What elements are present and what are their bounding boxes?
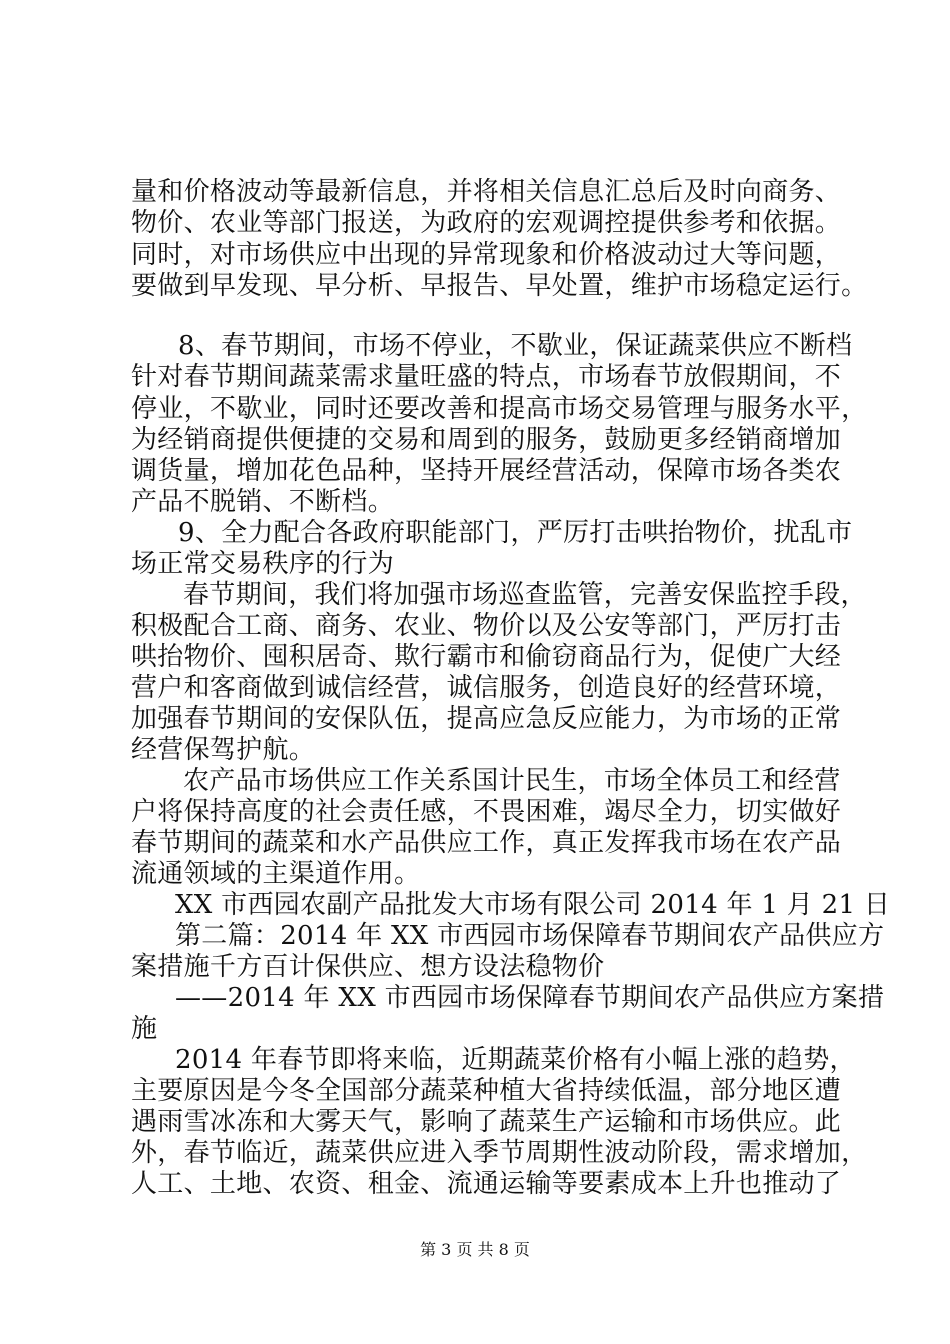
text-line: 外，春节临近，蔬菜供应进入季节周期性波动阶段，需求增加， bbox=[131, 1138, 868, 1168]
subtitle: 施 bbox=[131, 1014, 158, 1044]
text-line: 加强春节期间的安保队伍，提高应急反应能力，为市场的正常 bbox=[131, 704, 842, 734]
text-line: 物价、农业等部门报送，为政府的宏观调控提供参考和依据。 bbox=[131, 208, 842, 238]
text-line: 主要原因是今冬全国部分蔬菜种植大省持续低温，部分地区遭 bbox=[131, 1076, 842, 1106]
text-line: 要做到早发现、早分析、早报告、早处置，维护市场稳定运行。 bbox=[131, 271, 868, 301]
text-line: 春节期间的蔬菜和水产品供应工作，真正发挥我市场在农产品 bbox=[131, 828, 842, 858]
text-line: 营户和客商做到诚信经营，诚信服务，创造良好的经营环境， bbox=[131, 673, 842, 703]
subtitle: ——2014 年 XX 市西园市场保障春节期间农产品供应方案措 bbox=[175, 983, 885, 1013]
text-line: 2014 年春节即将来临，近期蔬菜价格有小幅上涨的趋势， bbox=[175, 1045, 856, 1075]
text-line: 为经销商提供便捷的交易和周到的服务，鼓励更多经销商增加 bbox=[131, 425, 842, 455]
section-heading: 8、春节期间，市场不停业，不歇业，保证蔬菜供应不断档 bbox=[178, 331, 853, 361]
text-line: 同时，对市场供应中出现的异常现象和价格波动过大等问题， bbox=[131, 240, 842, 270]
section-heading: 场正常交易秩序的行为 bbox=[131, 549, 395, 579]
text-line: 春节期间，我们将加强市场巡查监管，完善安保监控手段， bbox=[183, 580, 867, 610]
section-title: 案措施千方百计保供应、想方设法稳物价 bbox=[131, 952, 605, 982]
text-line: 针对春节期间蔬菜需求量旺盛的特点，市场春节放假期间，不 bbox=[131, 362, 842, 392]
text-line: 农产品市场供应工作关系国计民生，市场全体员工和经营 bbox=[183, 766, 841, 796]
section-title: 第二篇：2014 年 XX 市西园市场保障春节期间农产品供应方 bbox=[175, 921, 885, 951]
signature-line: XX 市西园农副产品批发大市场有限公司 2014 年 1 月 21 日 bbox=[175, 890, 891, 920]
text-line: 人工、土地、农资、租金、流通运输等要素成本上升也推动了 bbox=[131, 1169, 842, 1199]
text-line: 哄抬物价、囤积居奇、欺行霸市和偷窃商品行为，促使广大经 bbox=[131, 642, 842, 672]
text-line: 户将保持高度的社会责任感，不畏困难，竭尽全力，切实做好 bbox=[131, 797, 842, 827]
text-line: 积极配合工商、商务、农业、物价以及公安等部门，严厉打击 bbox=[131, 611, 842, 641]
page-number: 第 3 页 共 8 页 bbox=[420, 1240, 530, 1259]
text-line: 停业，不歇业，同时还要改善和提高市场交易管理与服务水平， bbox=[131, 394, 868, 424]
text-line: 流通领域的主渠道作用。 bbox=[131, 859, 421, 889]
text-line: 遇雨雪冰冻和大雾天气，影响了蔬菜生产运输和市场供应。此 bbox=[131, 1107, 842, 1137]
text-line: 量和价格波动等最新信息，并将相关信息汇总后及时向商务、 bbox=[131, 177, 842, 207]
section-heading: 9、全力配合各政府职能部门，严厉打击哄抬物价，扰乱市 bbox=[178, 518, 853, 548]
text-line: 经营保驾护航。 bbox=[131, 735, 316, 765]
text-line: 产品不脱销、不断档。 bbox=[131, 487, 395, 517]
text-line: 调货量，增加花色品种，坚持开展经营活动，保障市场各类农 bbox=[131, 456, 842, 486]
